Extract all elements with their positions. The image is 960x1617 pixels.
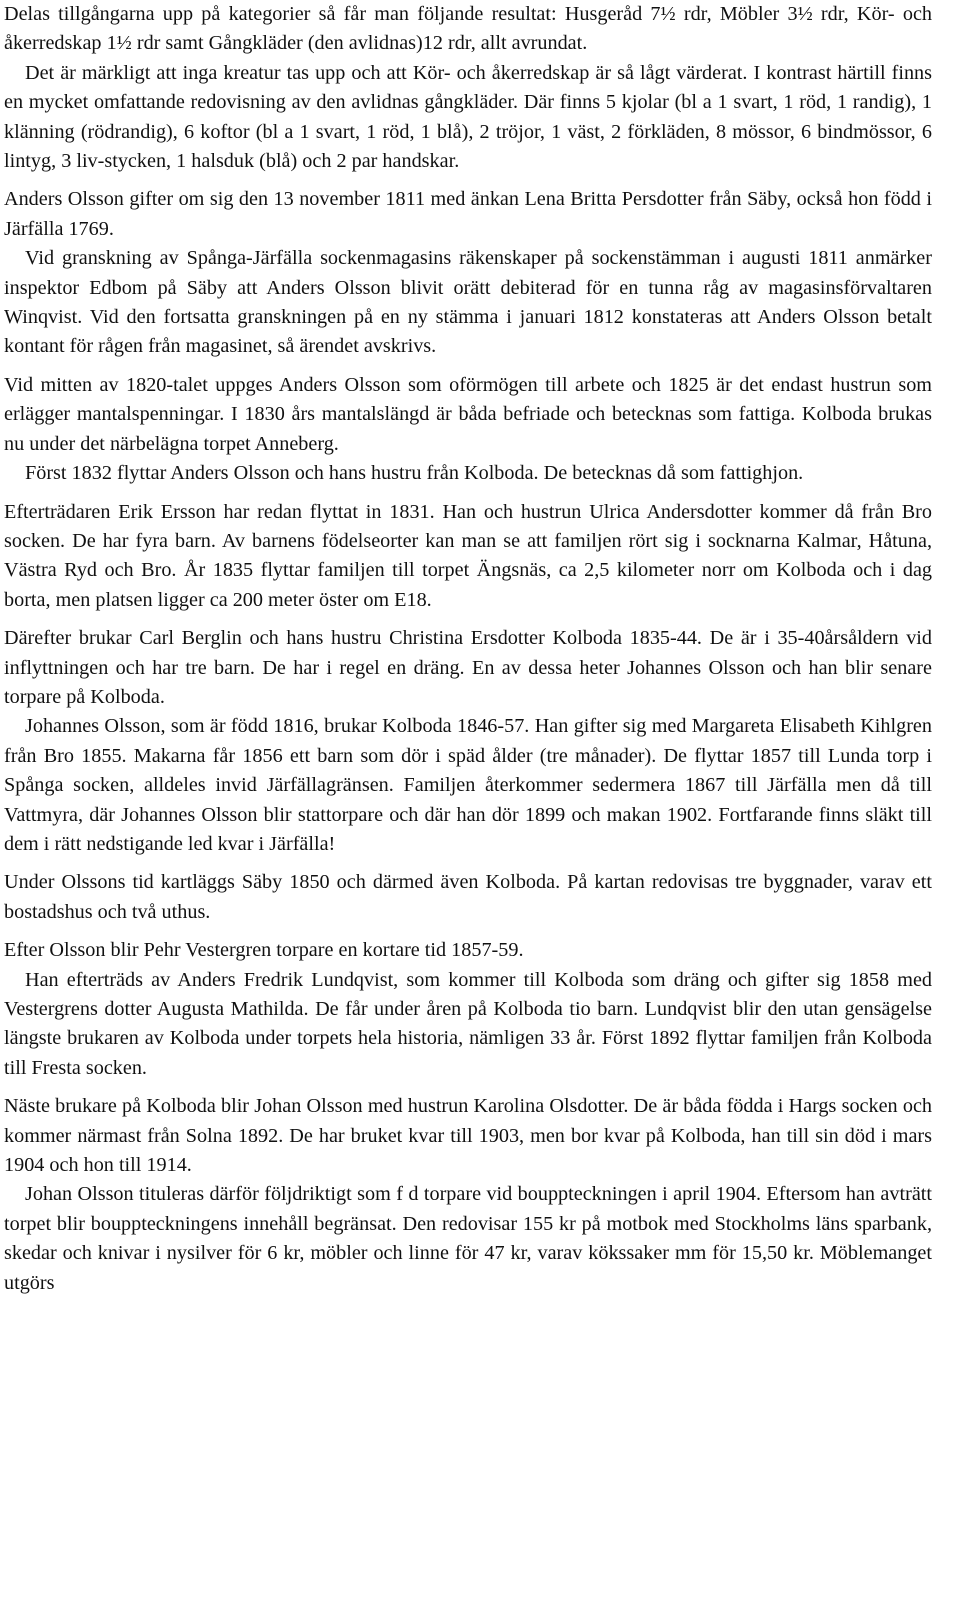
paragraph: Vid granskning av Spånga-Järfälla sockenmagasins räkenskaper på sockenstämman i augusti 1811 anmärker inspektor Edbom på Säby att Anders Olsson blivit orätt debiterad för en tunna råg av magasinsförvaltaren Winqvist. Vid den fortsatta granskningen på en ny stämma i januari 1812 konstateras att Anders Olsson betalt kontant för rågen från magasinet, så ärendet avskrivs.: [4, 247, 932, 358]
paragraph: Vid mitten av 1820-talet uppges Anders Olsson som oförmögen till arbete och 1825 är det endast hustrun som erlägger mantalspenningar. I 1830 års mantalslängd är båda befriade och betecknas som fattiga. Kolboda brukas nu under det närbelägna torpet Anneberg.: [4, 373, 932, 455]
section-carl-berglin: [4, 624, 932, 859]
paragraph: Det är märkligt att inga kreatur tas upp och att Kör- och åkerredskap är så lågt värderat. I kontrast härtill finns en mycket omfattande redovisning av den avlidnas gångkläder. Där finns 5 kjolar (bl a 1 svart, 1 röd, 1 randig), 1 klänning (rödrandig), 6 koftor (bl a 1 svart, 1 röd, 1 blå), 2 tröjor, 1 väst, 2 förkläden, 8 mössor, 6 bindmössor, 6 lintyg, 3 liv-stycken, 1 halsduk (blå) och 2 par handskar.: [4, 61, 932, 173]
paragraph: Anders Olsson gifter om sig den 13 november 1811 med änkan Lena Britta Persdotter från Säby, också hon född i Järfälla 1769.: [4, 188, 932, 240]
paragraph: Delas tillgångarna upp på kategorier så får man följande resultat: Husgeråd 7½ rdr, Möbler 3½ rdr, Kör- och åkerredskap 1½ rdr samt Gångkläder (den avlidnas)12 rdr, allt avrundat.: [4, 3, 932, 55]
paragraph: Johan Olsson tituleras därför följdriktigt som f d torpare vid bouppteckningen i april 1904. Eftersom han avträtt torpet blir bouppteckningens innehåll begränsat. Den redovisar 155 kr på motbok med Stockholms läns sparbank, skedar och knivar i nysilver för 6 kr, möbler och linne för 47 kr, varav kökssaker mm för 15,50 kr. Möblemanget utgörs: [4, 1183, 932, 1294]
section-vestergren-lundqvist: [4, 936, 932, 1083]
section-estate-inventory: [4, 0, 932, 176]
section-erik-ersson: [4, 498, 932, 616]
paragraph: Först 1832 flyttar Anders Olsson och hans hustru från Kolboda. De betecknas då som fattighjon.: [25, 462, 804, 485]
paragraph: Efterträdaren Erik Ersson har redan flyttat in 1831. Han och hustrun Ulrica Andersdotter kommer då från Bro socken. De har fyra barn. Av barnens födelseorter kan man se att familjen rört sig i socknarna Kalmar, Håtuna, Västra Ryd och Bro. År 1835 flyttar familjen till torpet Ängsnäs, ca 2,5 kilometer norr om Kolboda och i dag borta, men platsen ligger ca 200 meter öster om E18.: [4, 500, 932, 611]
paragraph: Därefter brukar Carl Berglin och hans hustru Christina Ersdotter Kolboda 1835-44. De är i 35-40årsåldern vid inflyttningen och har tre barn. De har i regel en dräng. En av dessa heter Johannes Olsson och han blir senare torpare på Kolboda.: [4, 627, 932, 708]
section-johan-olsson: [4, 1092, 932, 1298]
section-remarriage: [4, 185, 932, 361]
document-page: [4, 0, 932, 1298]
paragraph: Under Olssons tid kartläggs Säby 1850 och därmed även Kolboda. På kartan redovisas tre byggnader, varav ett bostadshus och två uthus.: [4, 871, 932, 923]
paragraph: Näste brukare på Kolboda blir Johan Olsson med hustrun Karolina Olsdotter. De är båda födda i Hargs socken och kommer närmast från Solna 1892. De har bruket kvar till 1903, men bor kvar på Kolboda, han till sin död i mars 1904 och hon till 1914.: [4, 1095, 932, 1177]
section-1820s: [4, 371, 932, 489]
paragraph: Johannes Olsson, som är född 1816, brukar Kolboda 1846-57. Han gifter sig med Margareta Elisabeth Kihlgren från Bro 1855. Makarna får 1856 ett barn som dör i späd ålder (tre månader). De flyttar 1857 till Lunda torp i Spånga socken, alldeles invid Järfällagränsen. Familjen återkommer sedermera 1867 till Järfälla men då till Vattmyra, där Johannes Olsson blir stattorpare och där han dör 1899 och makan 1902. Fortfarande finns släkt till dem i rätt nedstigande led kvar i Järfälla!: [4, 715, 932, 855]
section-map-1850: [4, 868, 932, 927]
paragraph: Han efterträds av Anders Fredrik Lundqvist, som kommer till Kolboda som dräng och gifter sig 1858 med Vestergrens dotter Augusta Mathilda. De får under åren på Kolboda tio barn. Lundqvist blir den utan gensägelse längste brukaren av Kolboda under torpets hela historia, nämligen 33 år. Först 1892 flyttar familjen från Kolboda till Fresta socken.: [4, 968, 932, 1079]
paragraph: Efter Olsson blir Pehr Vestergren torpare en kortare tid 1857-59.: [4, 939, 524, 962]
